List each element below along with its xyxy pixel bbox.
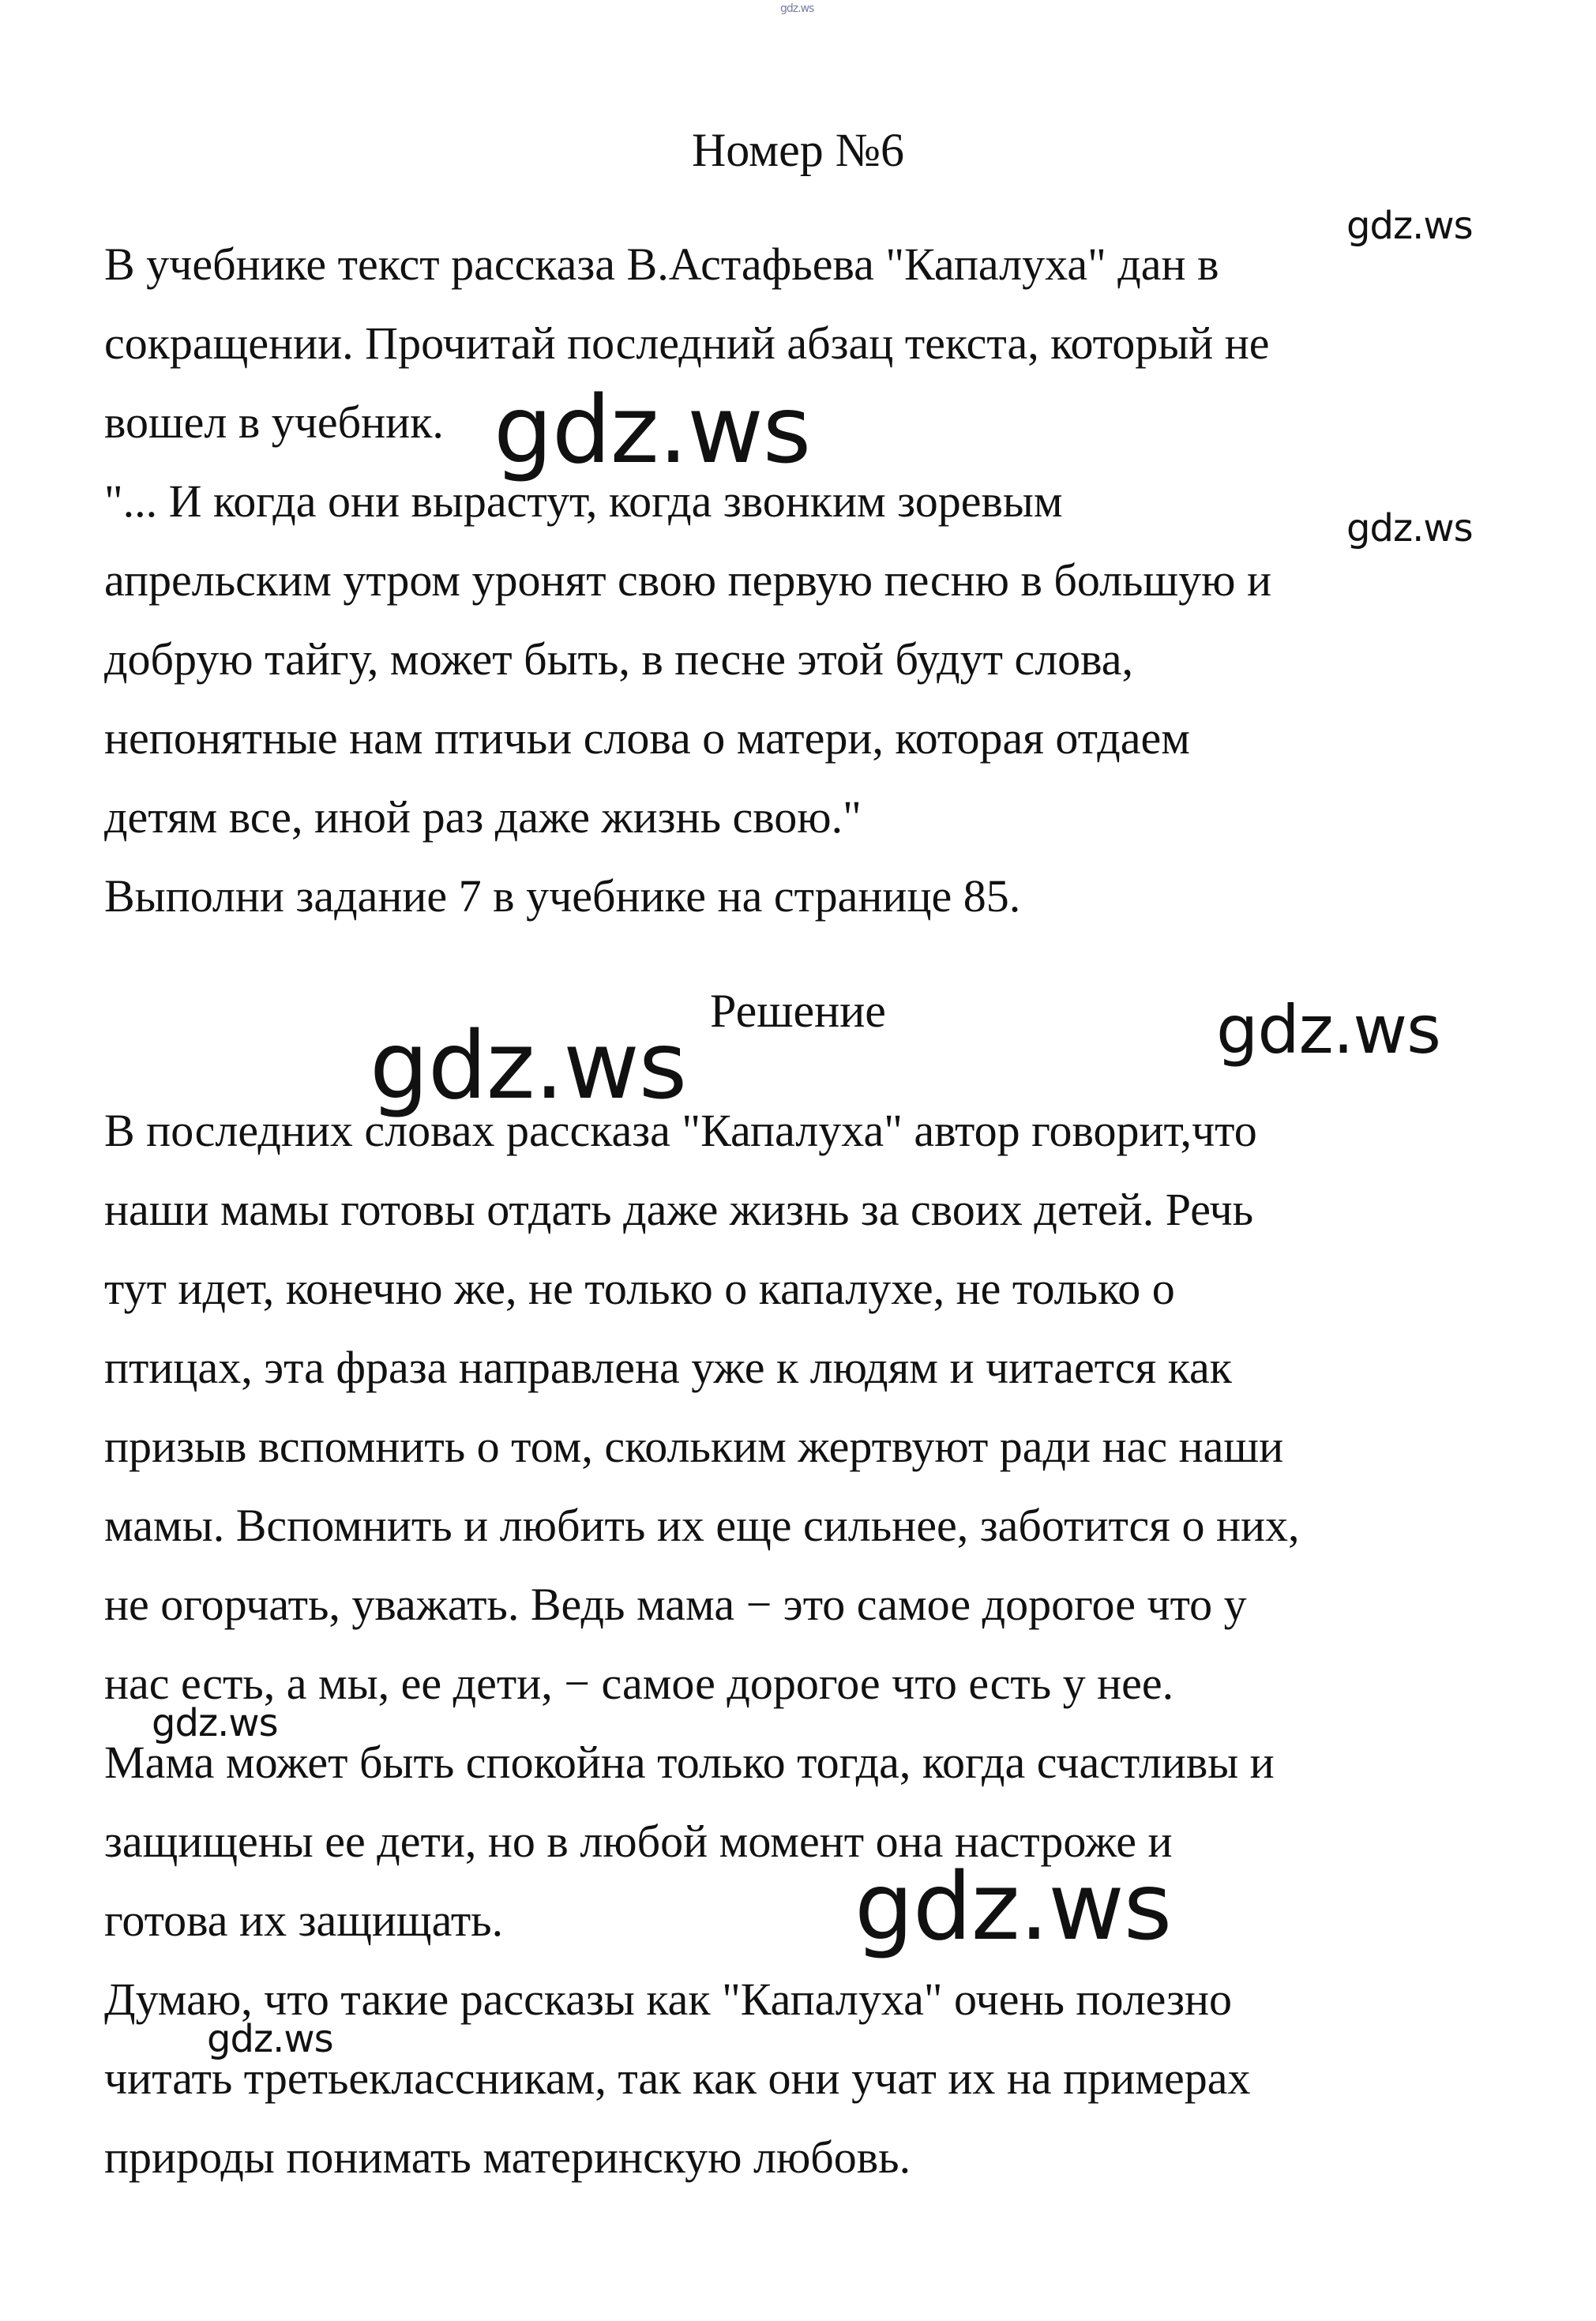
solution-line: птицах, эта фраза направлена уже к людям и читается как	[104, 1342, 1232, 1393]
solution-line: природы понимать материнскую любовь.	[104, 2131, 911, 2183]
task-line: В учебнике текст рассказа В.Астафьева "Капалуха" дан в	[104, 238, 1219, 290]
solution-line: не огорчать, уважать. Ведь мама − это самое дорогое что у	[104, 1579, 1247, 1630]
task-line: добрую тайгу, может быть, в песне этой будут слова,	[104, 633, 1134, 685]
task-line: вошел в учебник.	[104, 396, 444, 448]
solution-line: Думаю, что такие рассказы как "Капалуха" очень полезно	[104, 1974, 1233, 2025]
watermark: gdz.ws	[1346, 506, 1473, 550]
solution-line: В последних словах рассказа "Капалуха" автор говорит,что	[104, 1105, 1257, 1156]
solution-line: готова их защищать.	[104, 1895, 504, 1946]
task-line: Выполни задание 7 в учебнике на странице 85.	[104, 870, 1021, 922]
page-title: Номер №6	[691, 124, 905, 176]
watermark: gdz.ws	[494, 375, 811, 484]
watermark: gdz.ws	[207, 2017, 333, 2061]
task-line: сокращении. Прочитай последний абзац текста, который не	[104, 317, 1270, 369]
solution-line: читать третьеклассникам, так как они учат их на примерах	[104, 2052, 1251, 2104]
watermark: gdz.ws	[152, 1701, 278, 1745]
solution-line: призыв вспомнить о том, скольким жертвуют ради нас наши	[104, 1421, 1284, 1472]
task-line: детям все, иной раз даже жизнь свою."	[104, 791, 862, 843]
top-watermark: gdz.ws	[780, 2, 814, 15]
solution-line: Мама может быть спокойна только тогда, когда счастливы и	[104, 1737, 1275, 1788]
task-line: апрельским утром уронят свою первую песню в большую и	[104, 554, 1272, 606]
task-line: "... И когда они вырастут, когда звонким зоревым	[104, 475, 1063, 527]
watermark: gdz.ws	[370, 1011, 687, 1120]
solution-heading: Решение	[710, 985, 886, 1037]
watermark: gdz.ws	[1216, 991, 1440, 1068]
watermark: gdz.ws	[1346, 204, 1473, 248]
task-text	[104, 225, 1510, 936]
solution-line: нас есть, а мы, ее дети, − самое дорогое что есть у нее.	[104, 1658, 1174, 1709]
watermark: gdz.ws	[854, 1852, 1172, 1961]
solution-line: наши мамы готовы отдать даже жизнь за своих детей. Речь	[104, 1184, 1254, 1235]
solution-line: защищены ее дети, но в любой момент она настроже и	[104, 1816, 1173, 1867]
solution-line: тут идет, конечно же, не только о капалухе, не только о	[104, 1263, 1175, 1314]
task-line: непонятные нам птичьи слова о матери, которая отдаем	[104, 712, 1190, 764]
solution-line: мамы. Вспомнить и любить их еще сильнее, заботится о них,	[104, 1500, 1300, 1551]
